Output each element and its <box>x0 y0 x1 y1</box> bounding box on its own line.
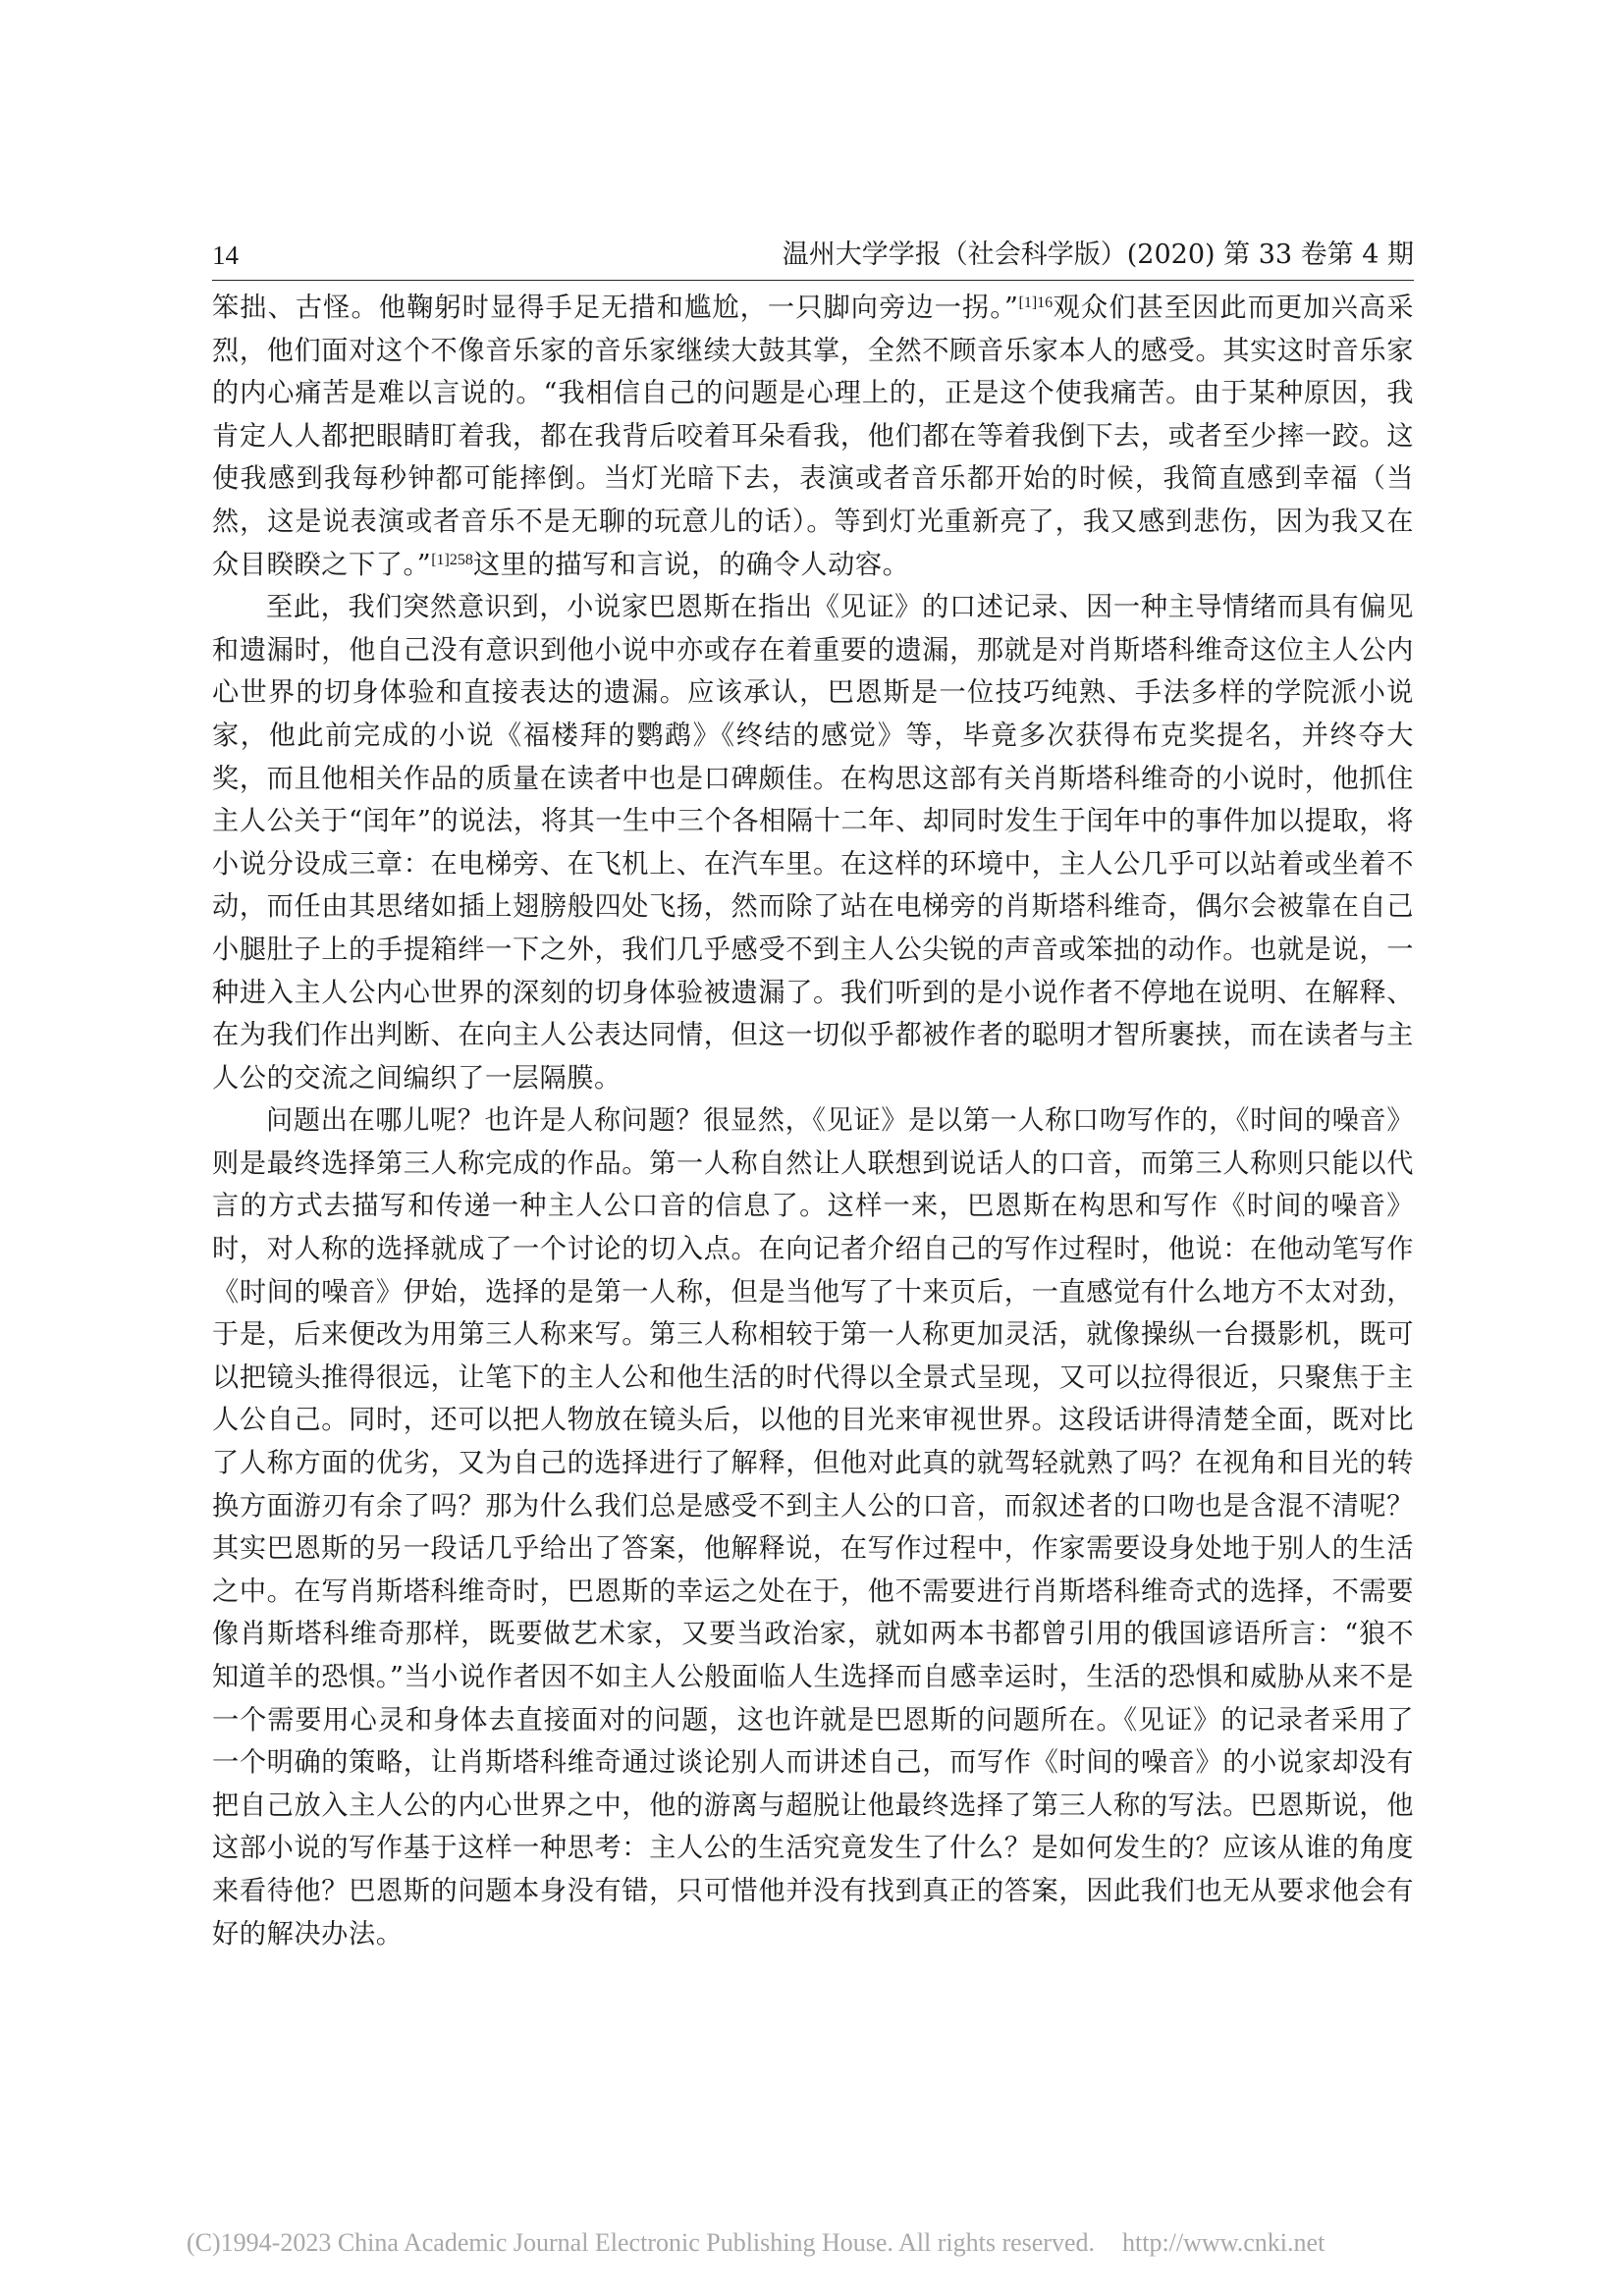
cnki-url[interactable]: http://www.cnki.net <box>1122 2228 1325 2257</box>
copyright-notice: (C)1994-2023 China Academic Journal Electronic Publishing House. All rights reserved. <box>187 2228 1095 2257</box>
paragraph <box>212 287 1414 586</box>
paragraph-text: 问题出在哪儿呢？也许是人称问题？很显然，《见证》是以第一人称口吻写作的，《时间的噪音》则是最终选择第三人称完成的作品。第一人称自然让人联想到说话人的口音，而第三人称则只能以代言的方式去描写和传递一种主人公口音的信息了。这样一来，巴恩斯在构思和写作《时间的噪音》时，对人称的选择就成了一个讨论的切入点。在向记者介绍自己的写作过程时，他说：在他动笔写作《时间的噪音》伊始，选择的是第一人称，但是当他写了十来页后，一直感觉有什么地方不太对劲，于是，后来便改为用第三人称来写。第三人称相较于第一人称更加灵活，就像操纵一台摄影机，既可以把镜头推得很远，让笔下的主人公和他生活的时代得以全景式呈现，又可以拉得很近，只聚焦于主人公自己。同时，还可以把人物放在镜头后，以他的目光来审视世界。这段话讲得清楚全面，既对比了人称方面的优劣，又为自己的选择进行了解释，但他对此真的就驾轻就熟了吗？在视角和目光的转换方面游刃有余了吗？那为什么我们总是感受不到主人公的口音，而叙述者的口吻也是含混不清呢？其实巴恩斯的另一段话几乎给出了答案，他解释说，在写作过程中，作家需要设身处地于别人的生活之中。在写肖斯塔科维奇时，巴恩斯的幸运之处在于，他不需要进行肖斯塔科维奇式的选择，不需要像肖斯塔科维奇那样，既要做艺术家，又要当政治家，就如两本书都曾引用的俄国谚语所言：“狼不知道羊的恐惧。”当小说作者因不如主人公般面临人生选择而自感幸运时，生活的恐惧和威胁从来不是一个需要用心灵和身体去直接面对的问题，这也许就是巴恩斯的问题所在。《见证》的记录者采用了一个明确的策略，让肖斯塔科维奇通过谈论别人而讲述自己，而写作《时间的噪音》的小说家却没有把自己放入主人公的内心世界之中，他的游离与超脱让他最终选择了第三人称的写法。巴恩斯说，他这部小说的写作基于这样一种思考：主人公的生活究竟发生了什么？是如何发生的？应该从谁的角度来看待他？巴恩斯的问题本身没有错，只可惜他并没有找到真正的答案，因此我们也无从要求他会有好的解决办法。 <box>212 1105 1414 1949</box>
citation-marker: [1]258 <box>431 551 473 568</box>
header-rule <box>212 280 1414 281</box>
article-body <box>212 287 1414 1955</box>
page-header <box>212 236 1414 275</box>
paragraph-text: 这里的描写和言说，的确令人动容。 <box>472 549 910 580</box>
paragraph-text: 观众们甚至因此而更加兴高采烈，他们面对这个不像音乐家的音乐家继续大鼓其掌，全然不顾音乐家本人的感受。其实这时音乐家的内心痛苦是难以言说的。“我相信自己的问题是心理上的，正是这个使我痛苦。由于某种原因，我肯定人人都把眼睛盯着我，都在我背后咬着耳朵看我，他们都在等着我倒下去，或者至少摔一跤。这使我感到我每秒钟都可能摔倒。当灯光暗下去，表演或者音乐都开始的时候，我简直感到幸福（当然，这是说表演或者音乐不是无聊的玩意儿的话）。等到灯光重新亮了，我又感到悲伤，因为我又在众目睽睽之下了。” <box>212 293 1414 580</box>
paragraph-text: 笨拙、古怪。他鞠躬时显得手足无措和尴尬，一只脚向旁边一拐。” <box>212 293 1019 323</box>
paragraph <box>212 1099 1414 1955</box>
page-number: 14 <box>212 240 239 270</box>
citation-marker: [1]16 <box>1018 294 1054 311</box>
paragraph <box>212 586 1414 1099</box>
page-footer <box>187 2223 1365 2263</box>
journal-running-head: 温州大学学报（社会科学版）(2020) 第 33 卷第 4 期 <box>782 240 1414 270</box>
paragraph-text: 至此，我们突然意识到，小说家巴恩斯在指出《见证》的口述记录、因一种主导情绪而具有偏见和遗漏时，他自己没有意识到他小说中亦或存在着重要的遗漏，那就是对肖斯塔科维奇这位主人公内心世界的切身体验和直接表达的遗漏。应该承认，巴恩斯是一位技巧纯熟、手法多样的学院派小说家，他此前完成的小说《福楼拜的鹦鹉》《终结的感觉》等，毕竟多次获得布克奖提名，并终夺大奖，而且他相关作品的质量在读者中也是口碑颇佳。在构思这部有关肖斯塔科维奇的小说时，他抓住主人公关于“闰年”的说法，将其一生中三个各相隔十二年、却同时发生于闰年中的事件加以提取，将小说分设成三章：在电梯旁、在飞机上、在汽车里。在这样的环境中，主人公几乎可以站着或坐着不动，而任由其思绪如插上翅膀般四处飞扬，然而除了站在电梯旁的肖斯塔科维奇，偶尔会被靠在自己小腿肚子上的手提箱绊一下之外，我们几乎感受不到主人公尖锐的声音或笨拙的动作。也就是说，一种进入主人公内心世界的深刻的切身体验被遗漏了。我们听到的是小说作者不停地在说明、在解释、在为我们作出判断、在向主人公表达同情，但这一切似乎都被作者的聪明才智所裹挟，而在读者与主人公的交流之间编织了一层隔膜。 <box>212 592 1414 1094</box>
